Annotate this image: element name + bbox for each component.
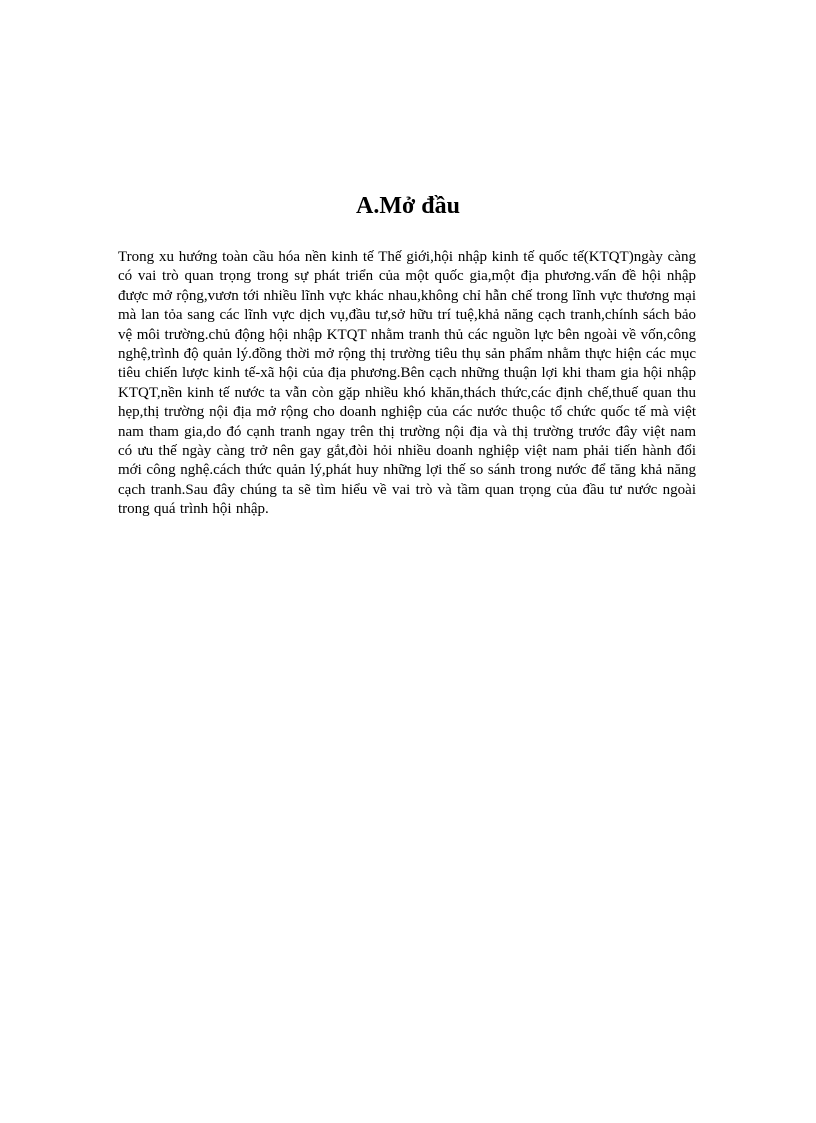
intro-paragraph: Trong xu hướng toàn cầu hóa nền kinh tế Thế giới,hội nhập kinh tế quốc tế(KTQT)ngày càng có vai trò quan trọng trong sự phát triển của một quốc gia,một địa phương.vấn đề hội nhập được mở rộng,vươn tới nhiều lĩnh vực khác nhau,không chỉ hẫn chế trong lĩnh vực thương mại mà lan tỏa sang các lĩnh vực dịch vụ,đầu tư,sở hữu trí tuệ,khả năng cạch tranh,chính sách bảo vệ môi trường.chủ động hội nhập KTQT nhằm tranh thủ các nguồn lực bên ngoài về vốn,công nghệ,trình độ quản lý.đồng thời mở rộng thị trường tiêu thụ sản phẩm nhằm thực hiện các mục tiêu chiến lược kinh tế-xã hội của địa phương.Bên cạch những thuận lợi khi tham gia hội nhập KTQT,nền kinh tế nước ta vẫn còn gặp nhiều khó khăn,thách thức,các định chế,thuế quan thu hẹp,thị trường nội địa mở rộng cho doanh nghiệp của các nước thuộc tổ chức quốc tế mà việt nam tham gia,do đó cạnh tranh ngay trên thị trường nội địa và thị trường trước đây việt nam có ưu thế ngày càng trở nên gay gắt,đòi hỏi nhiều doanh nghiệp việt nam phải tiến hành đổi mới công nghệ.cách thức quản lý,phát huy những lợi thế so sánh trong nước để tăng khả năng cạch tranh.Sau đây chúng ta sẽ tìm hiểu về vai trò và tầm quan trọng của đầu tư nước ngoài trong quá trình hội nhập. bbox=[118, 249, 696, 518]
section-title: A.Mở đầu bbox=[356, 193, 460, 219]
